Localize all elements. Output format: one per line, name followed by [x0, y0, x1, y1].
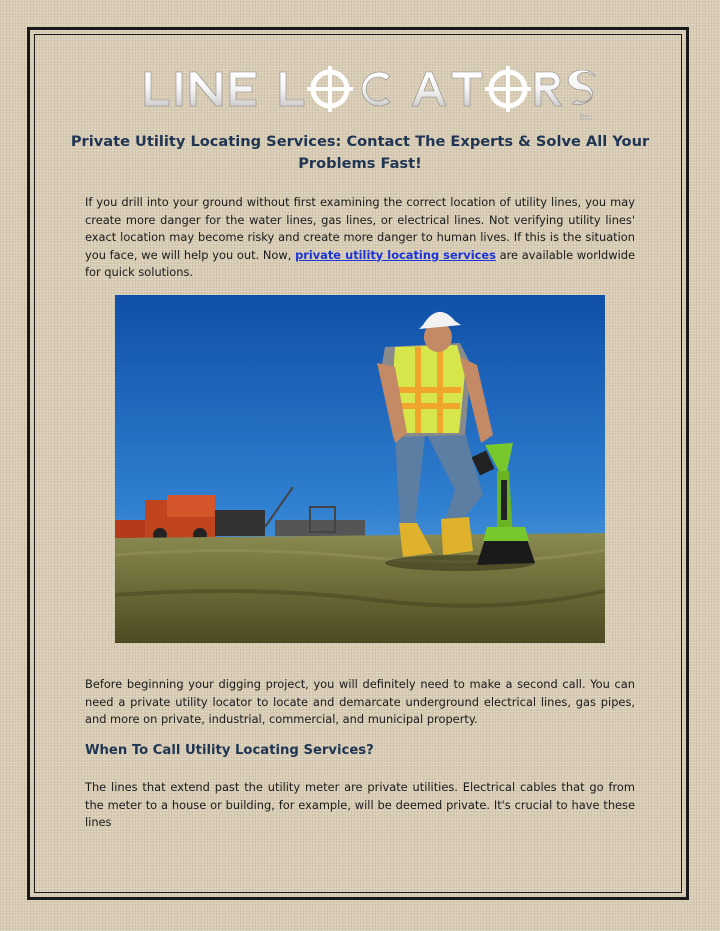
second-paragraph: Before beginning your digging project, you will definitely need to make a second call. You can need a private utility locator to locate and demarcate underground electrical lines, gas pipes, and more on private, industrial, commercial, and municipal property.: [85, 677, 635, 726]
page-title: Private Utility Locating Services: Contact The Experts & Solve All Your Problems Fast!: [70, 133, 650, 172]
line-locators-logo: [140, 62, 610, 122]
utility-worker-with-locator-photo: [115, 295, 605, 643]
svg-text:inc: inc: [580, 112, 592, 122]
section-heading: When To Call Utility Locating Services?: [85, 743, 374, 758]
intro-paragraph: [85, 194, 635, 282]
intro-text-after: are available worldwide for quick solutions.: [85, 247, 636, 279]
third-paragraph: The lines that extend past the utility meter are private utilities. Electrical cables that go from the meter to a house or building, for example, will be deemed private. It's crucial to have these lines: [85, 780, 635, 829]
intro-text-before: If you drill into your ground without first examining the correct location of utility lines, you may create more danger for the water lines, gas lines, or electrical lines. Not verifying utility lines' exact location may become risky and create more danger to human lives. If this is the situation you face, we will help you out. Now,: [85, 195, 635, 262]
private-utility-locating-services-link[interactable]: private utility locating services: [295, 247, 496, 262]
